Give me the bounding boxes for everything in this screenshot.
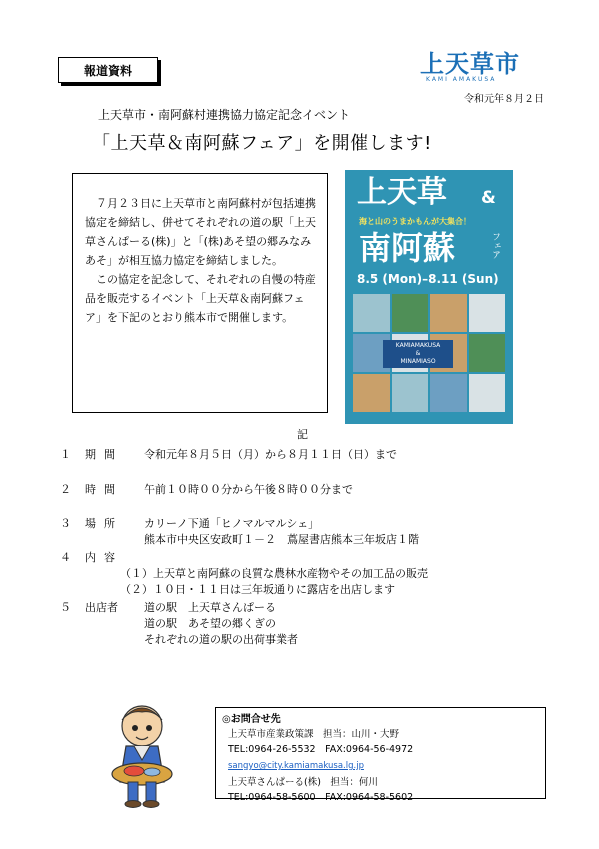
poster-ampersand: & <box>481 188 496 208</box>
contact-phone-1: TEL:0964-26-5532 FAX:0964-56-4972 <box>228 744 414 755</box>
poster-photo <box>392 294 429 332</box>
event-title: 「上天草＆南阿蘇フェア」を開催します! <box>92 133 432 154</box>
item-label-period: 期間 <box>85 448 123 461</box>
city-logo-text: 上天草市 <box>420 50 520 78</box>
poster-photo <box>469 334 506 372</box>
poster-photo <box>469 374 506 412</box>
poster-photo <box>353 374 390 412</box>
poster-photo <box>353 294 390 332</box>
item-number-1: １ <box>60 448 71 461</box>
contact-heading: ◎お問合せ先 <box>222 714 281 725</box>
item-value-exhibitor-1: 道の駅 上天草さんぱーる <box>144 601 276 614</box>
item-value-exhibitor-2: 道の駅 あそ望の郷くぎの <box>144 617 276 630</box>
city-logo <box>420 52 548 86</box>
poster-label-line: MINAMIASO <box>400 358 436 365</box>
poster-tagline: 海と山のうまかもんが大集合！ <box>359 217 471 226</box>
summary-box <box>72 173 328 413</box>
city-logo-subtext: KAMI AMAKUSA <box>426 76 497 83</box>
poster-label-line: & <box>415 350 421 357</box>
poster-photo <box>469 294 506 332</box>
item-value-time: 午前１０時００分から午後８時００分まで <box>144 483 353 496</box>
item-value-content-1: （１）上天草と南阿蘇の良質な農林水産物やその加工品の販売 <box>120 567 428 580</box>
item-label-time: 時間 <box>85 483 123 496</box>
poster-fair-label: フェア <box>490 232 500 259</box>
poster-center-label <box>383 340 453 368</box>
item-number-3: ３ <box>60 517 71 530</box>
poster-label-line: KAMIAMAKUSA <box>395 342 441 349</box>
release-date: 令和元年８月２日 <box>464 94 544 105</box>
mascot-illustration <box>104 700 182 810</box>
item-number-4: ４ <box>60 551 71 564</box>
item-value-place-name: カリーノ下通「ヒノマルマルシェ」 <box>144 517 320 530</box>
item-number-2: ２ <box>60 483 71 496</box>
item-value-place-address: 熊本市中央区安政町１－２ 蔦屋書店熊本三年坂店１階 <box>144 533 419 546</box>
poster-title-minamiaso: 南阿蘇 <box>359 229 456 267</box>
contact-dept-2: 上天草さんぱーる(株) 担当：何川 <box>228 777 378 788</box>
contact-box <box>215 707 546 803</box>
ki-heading: 記 <box>297 428 308 441</box>
press-release-badge: 報道資料 <box>58 57 158 83</box>
poster-dates: 8.5 (Mon)–8.11 (Sun) <box>357 272 499 286</box>
item-value-exhibitor-3: それぞれの道の駅の出荷事業者 <box>144 633 298 646</box>
poster-photo <box>392 374 429 412</box>
poster-photo <box>430 294 467 332</box>
item-label-content: 内容 <box>85 551 123 564</box>
contact-email-link[interactable]: sangyo@city.kamiamakusa.lg.jp <box>228 761 364 771</box>
event-poster <box>345 170 513 424</box>
item-value-period: 令和元年８月５日（月）から８月１１日（日）まで <box>144 448 397 461</box>
contact-dept-1: 上天草市産業政策課 担当：山川・大野 <box>228 729 400 740</box>
poster-photo <box>430 374 467 412</box>
item-number-5: ５ <box>60 601 71 614</box>
contact-phone-2: TEL:0964-58-5600 FAX:0964-58-5602 <box>228 792 414 803</box>
item-value-content-2: （２）１０日・１１日は三年坂通りに露店を出店します <box>120 583 395 596</box>
event-subtitle: 上天草市・南阿蘇村連携協力協定記念イベント <box>98 108 351 122</box>
summary-paragraph-1: ７月２３日に上天草市と南阿蘇村が包括連携協定を締結し、併せてそれぞれの道の駅「上天草さんぱーる(株)」と「(株)あそ望の郷みなみあそ」が相互協力協定を締結しました。 <box>85 197 316 267</box>
item-label-exhibitors: 出店者 <box>85 601 118 614</box>
summary-paragraph-2: この協定を記念して、それぞれの自慢の特産品を販売するイベント「上天草＆南阿蘇フェア」を下記のとおり熊本市で開催します。 <box>85 273 316 324</box>
item-label-place: 場所 <box>85 517 123 530</box>
poster-title-kamiamakusa: 上天草 <box>357 175 447 210</box>
